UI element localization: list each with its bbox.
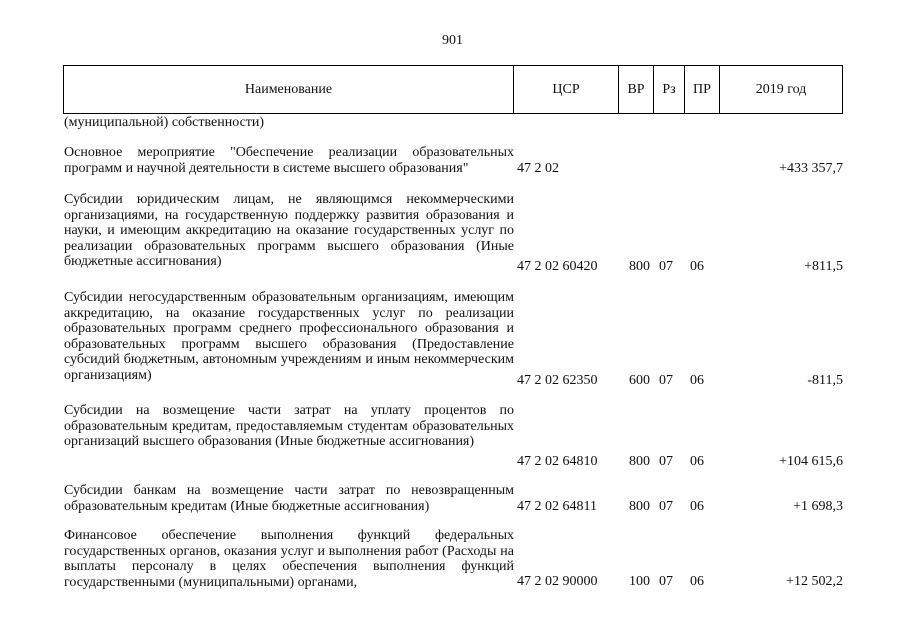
row-rz: 07 <box>659 373 673 388</box>
continuation-text: (муниципальной) собственности) <box>64 115 265 130</box>
header-year: 2019 год <box>755 82 807 97</box>
row-vr: 800 <box>629 259 650 274</box>
row-pr: 06 <box>690 574 704 589</box>
row-csr: 47 2 02 62350 <box>517 373 598 388</box>
row-csr: 47 2 02 60420 <box>517 259 598 274</box>
row-name: Субсидии негосударственным образовательным организациям, имеющим аккредитацию, на оказание государственных услуг по реализации образовательных программ среднего профессионального образования и образовательных программ высшего образования (Предоставление субсидий бюджетным, автономным учреждениям и иным некоммерческим организациям) <box>64 290 514 383</box>
header-vr: ВР <box>627 82 645 97</box>
header-pr: ПР <box>693 82 711 97</box>
row-amount: +811,5 <box>804 259 843 274</box>
row-vr: 800 <box>629 499 650 514</box>
row-name: Основное мероприятие "Обеспечение реализации образовательных программ и научной деятельности в системе высшего образования" <box>64 145 514 176</box>
header-csr: ЦСР <box>552 82 580 97</box>
header-rz: Рз <box>662 82 676 97</box>
row-rz: 07 <box>659 499 673 514</box>
row-vr: 800 <box>629 454 650 469</box>
row-amount: +1 698,3 <box>793 499 843 514</box>
row-csr: 47 2 02 64810 <box>517 454 598 469</box>
header-name: Наименование <box>244 82 333 97</box>
row-pr: 06 <box>690 454 704 469</box>
row-pr: 06 <box>690 499 704 514</box>
row-name: Субсидии на возмещение части затрат на уплату процентов по образовательным кредитам, предоставляемым студентам образовательных организаций высшего образования (Иные бюджетные ассигнования) <box>64 403 514 449</box>
row-rz: 07 <box>659 259 673 274</box>
row-name: Субсидии банкам на возмещение части затрат по невозвращенным образовательным кредитам (Иные бюджетные ассигнования) <box>64 483 514 514</box>
row-csr: 47 2 02 <box>517 161 559 176</box>
row-name: Субсидии юридическим лицам, не являющимся некоммерческими организациями, на государственную поддержку развития образования и науки, и имеющим аккредитацию на оказание государственных услуг по реализации образовательных программ высшего образования (Иные бюджетные ассигнования) <box>64 192 514 269</box>
row-amount: +104 615,6 <box>779 454 843 469</box>
row-vr: 100 <box>629 574 650 589</box>
row-pr: 06 <box>690 373 704 388</box>
row-pr: 06 <box>690 259 704 274</box>
row-amount: -811,5 <box>807 373 843 388</box>
row-amount: +12 502,2 <box>786 574 843 589</box>
page-number: 901 <box>442 33 463 48</box>
row-rz: 07 <box>659 454 673 469</box>
row-amount: +433 357,7 <box>779 161 843 176</box>
table-header <box>63 65 843 114</box>
row-csr: 47 2 02 64811 <box>517 499 597 514</box>
row-csr: 47 2 02 90000 <box>517 574 598 589</box>
row-rz: 07 <box>659 574 673 589</box>
row-vr: 600 <box>629 373 650 388</box>
row-name: Финансовое обеспечение выполнения функций федеральных государственных органов, оказания услуг и выполнения работ (Расходы на выплаты персоналу в целях обеспечения выполнения функций государственными (муниципальными) органами, <box>64 528 514 590</box>
